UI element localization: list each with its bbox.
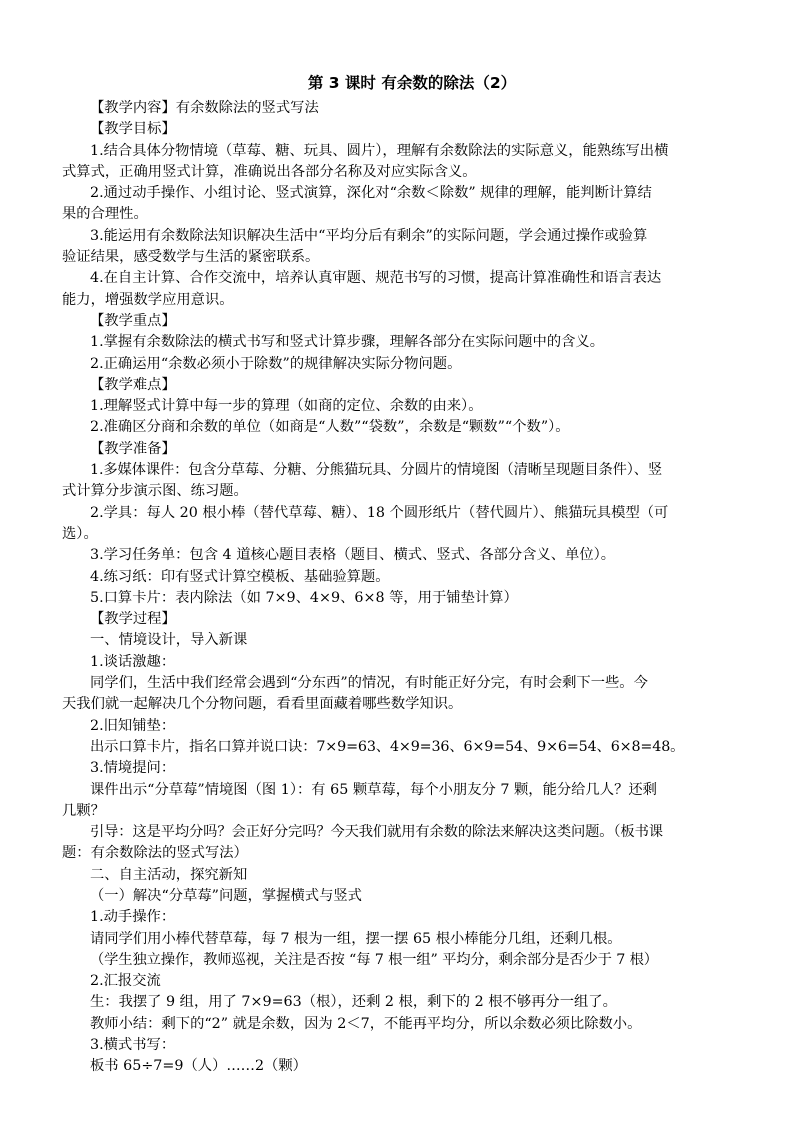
text-line: 出示口算卡片，指名口算并说口诀：7×9=63、4×9=36、6×9=54、9×6=54、6×8=48。 [90,738,685,755]
text-line: 一、情境设计，导入新课 [90,632,248,649]
text-line: 【教学内容】有余数除法的竖式写法 [90,100,319,116]
text-line: 2.准确区分商和余数的单位（如商是“人数”“袋数”，余数是“颗数”“个数”）。 [90,419,570,436]
text-line: 【教学重点】 [90,312,176,329]
text-line: 教师小结：剩下的“2” 就是余数，因为 2＜7，不能再平均分，所以余数必须比除数小。 [90,1015,642,1032]
text-line: 引导：这是平均分吗？会正好分完吗？今天我们就用有余数的除法来解决这类问题。（板书课 [90,824,663,841]
text-line: 式计算分步演示图、练习题。 [62,483,248,500]
text-line: 1.理解竖式计算中每一步的算理（如商的定位、余数的由来）。 [90,398,483,415]
text-line: 【教学准备】 [90,440,176,457]
text-line: 题：有余数除法的竖式写法） [62,845,248,862]
text-line: 2.正确运用“余数必须小于除数”的规律解决实际分物问题。 [90,355,462,372]
text-line: 【教学目标】 [90,121,176,138]
lesson-title: 第 3 课时 有余数的除法（2） [307,74,517,92]
text-line: 【教学过程】 [90,611,176,628]
text-line: 二、自主活动，探究新知 [90,866,248,883]
text-line: 1.多媒体课件：包含分草莓、分糖、分熊猫玩具、分圆片的情境图（清晰呈现题目条件）、竖 [90,462,663,479]
text-line: 2.汇报交流 [90,973,161,990]
text-line: 板书 65÷7=9（人）……2（颗） [90,1058,307,1075]
text-line: 5.口算卡片：表内除法（如 7×9、4×9、6×8 等，用于铺垫计算） [90,589,518,606]
text-line: 1.结合具体分物情境（草莓、糖、玩具、圆片），理解有余数除法的实际意义，能熟练写出横 [90,142,669,159]
text-line: 4.练习纸：印有竖式计算空模板、基础验算题。 [90,568,390,585]
text-line: 1.动手操作： [90,909,176,926]
text-line: 果的合理性。 [62,206,148,223]
text-line: 式算式，正确用竖式计算，准确说出各部分名称及对应实际含义。 [62,163,477,180]
text-line: 2.通过动手操作、小组讨论、竖式演算，深化对“余数＜除数” 规律的理解，能判断计算结 [90,185,652,202]
text-line: 能力，增强数学应用意识。 [62,291,234,308]
text-line: 课件出示“分草莓”情境图（图 1）：有 65 颗草莓，每个小朋友分 7 颗，能分给几人？还剩 [90,781,657,798]
text-line: （学生独立操作，教师巡视，关注是否按 “每 7 根一组” 平均分，剩余部分是否少于 7 根） [90,951,658,968]
text-line: 天我们就一起解决几个分物问题，看看里面藏着哪些数学知识。 [62,696,463,713]
text-line: 3.学习任务单：包含 4 道核心题目表格（题目、横式、竖式、各部分含义、单位）。 [90,547,616,564]
text-line: 3.能运用有余数除法知识解决生活中“平均分后有剩余”的实际问题，学会通过操作或验算 [90,227,648,244]
text-line: 请同学们用小棒代替草莓，每 7 根为一组，摆一摆 65 根小棒能分几组，还剩几根。 [90,930,622,947]
text-line: 几颗？ [62,802,105,819]
text-line: 2.旧知铺垫： [90,717,176,734]
document-body [62,98,734,1078]
text-line: 4.在自主计算、合作交流中，培养认真审题、规范书写的习惯，提高计算准确性和语言表达 [90,270,662,287]
text-line: （一）解决“分草莓”问题，掌握横式与竖式 [90,887,362,904]
text-line: 同学们，生活中我们经常会遇到“分东西”的情况，有时能正好分完，有时会剩下一些。今 [90,675,648,692]
text-line: 1.掌握有余数除法的横式书写和竖式计算步骤，理解各部分在实际问题中的含义。 [90,334,605,351]
text-line: 3.横式书写： [90,1037,176,1054]
text-line: 3.情境提问： [90,760,176,777]
text-line: 2.学具：每人 20 根小棒（替代草莓、糖）、18 个圆形纸片（替代圆片）、熊猫玩具模型（可 [90,504,669,521]
text-line: 1.谈话激趣： [90,653,176,670]
text-line: 生：我摆了 9 组，用了 7×9=63（根），还剩 2 根，剩下的 2 根不够再分一组了。 [90,994,617,1011]
text-line: 【教学难点】 [90,376,176,393]
text-line: 选）。 [62,525,98,542]
text-line: 验证结果，感受数学与生活的紧密联系。 [62,249,320,266]
